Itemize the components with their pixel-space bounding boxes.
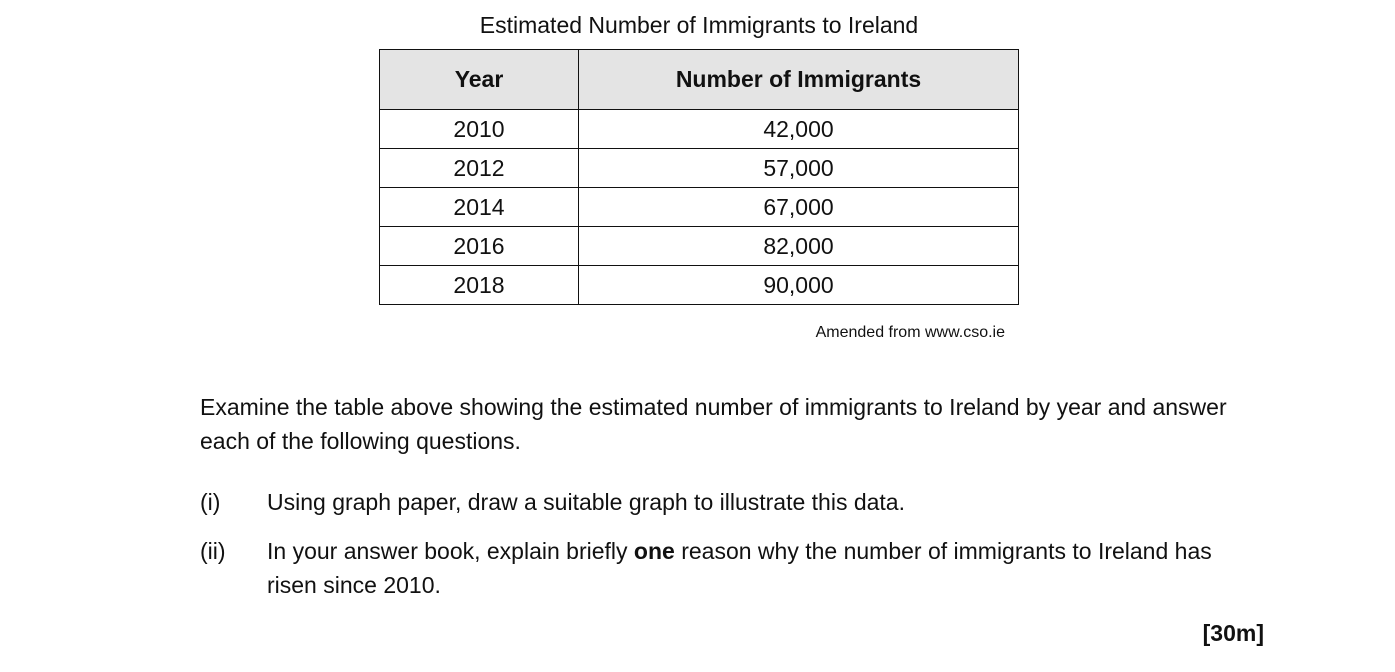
question-text <box>267 485 1260 519</box>
question-text <box>267 534 1260 602</box>
cell-year: 2012 <box>380 149 579 188</box>
cell-year: 2010 <box>380 110 579 149</box>
question-text-part: reason why the number of immigrants to Ireland has risen since 2010. <box>267 538 1212 598</box>
cell-year: 2016 <box>380 227 579 266</box>
question-number: (ii) <box>200 538 226 564</box>
cell-immigrants: 57,000 <box>579 149 1019 188</box>
question-i <box>200 485 1260 519</box>
cell-year: 2018 <box>380 266 579 305</box>
table-row <box>380 227 1019 266</box>
question-text-part: Using graph paper, draw a suitable graph to illustrate this data. <box>267 489 905 515</box>
question-text-part: In your answer book, explain briefly <box>267 538 634 564</box>
cell-year: 2014 <box>380 188 579 227</box>
immigrants-table <box>379 49 1019 305</box>
question-number: (i) <box>200 489 221 515</box>
instruction-text: Examine the table above showing the estimated number of immigrants to Ireland by year and answer each of the following questions. <box>200 394 1227 454</box>
table-title: Estimated Number of Immigrants to Ireland <box>479 12 919 38</box>
question-ii <box>200 534 1260 602</box>
marks-label: [30m] <box>1202 620 1264 646</box>
table-row <box>380 266 1019 305</box>
cell-immigrants: 42,000 <box>579 110 1019 149</box>
table-row <box>380 149 1019 188</box>
table-row <box>380 188 1019 227</box>
header-year: Year <box>380 50 579 110</box>
question-emphasis: one <box>633 538 675 564</box>
cell-immigrants: 90,000 <box>579 266 1019 305</box>
table-row <box>380 110 1019 149</box>
table-source: Amended from www.cso.ie <box>815 324 1005 341</box>
header-number-of-immigrants: Number of Immigrants <box>579 50 1019 110</box>
cell-immigrants: 67,000 <box>579 188 1019 227</box>
table-header-row <box>380 50 1019 110</box>
cell-immigrants: 82,000 <box>579 227 1019 266</box>
